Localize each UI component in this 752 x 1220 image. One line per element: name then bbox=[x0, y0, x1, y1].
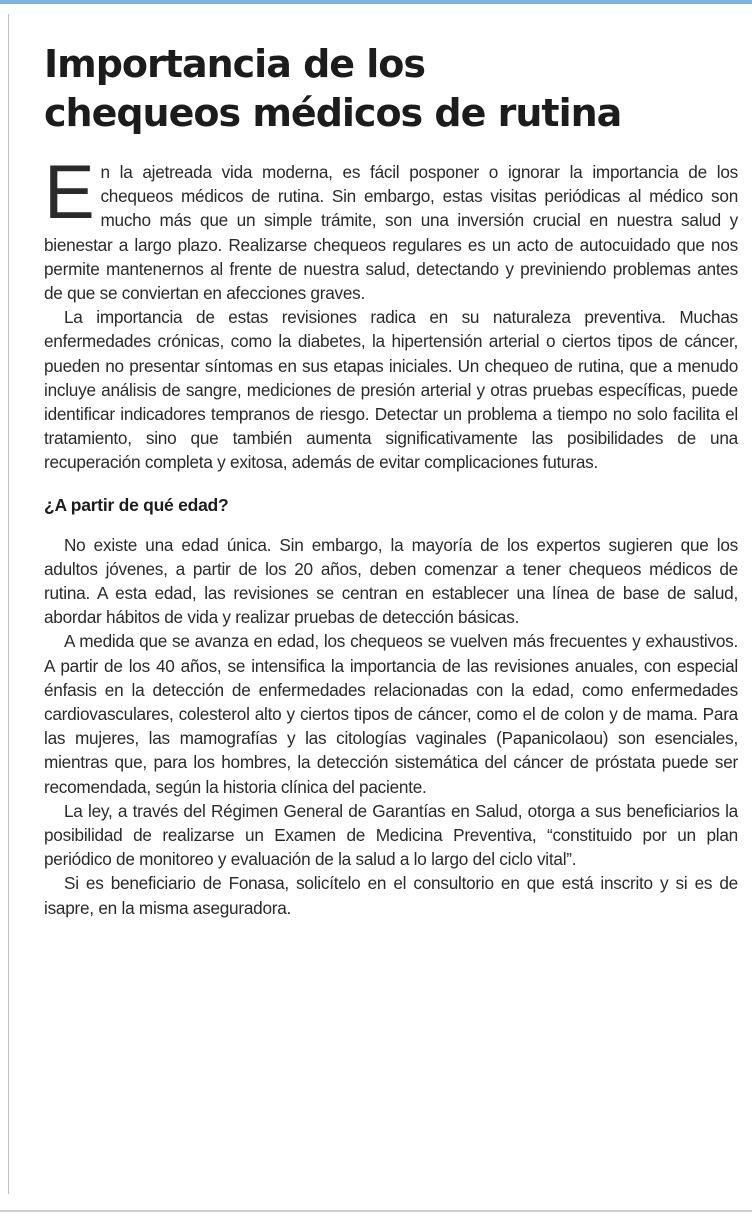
paragraph-6: Si es beneficiario de Fonasa, solicítelo en el consultorio en que está inscrito y si es de isapre, en la misma aseguradora. bbox=[44, 873, 738, 918]
paragraph-1-text: n la ajetreada vida moderna, es fácil posponer o ignorar la importancia de los chequeos médicos de rutina. Sin embargo, estas visitas periódicas al médico son mucho más que un simple trámite, son una inversión crucial en nuestra salud y bienestar a largo plazo. Realizarse chequeos regulares es un acto de autocuidado que nos permite mantenernos al frente de nuestra salud, detectando y previniendo problemas antes de que se conviertan en afecciones graves. bbox=[44, 162, 738, 304]
column-rule bbox=[8, 14, 9, 1194]
top-rule bbox=[0, 0, 752, 4]
paragraph-5: La ley, a través del Régimen General de Garantías en Salud, otorga a sus beneficiarios la posibilidad de realizarse un Examen de Medicina Preventiva, “constituido por un plan periódico de monitoreo y evaluación de la salud a lo largo del ciclo vital”. bbox=[44, 800, 738, 870]
headline bbox=[44, 40, 738, 138]
paragraph-1 bbox=[44, 150, 738, 305]
paragraph-2: La importancia de estas revisiones radica en su naturaleza preventiva. Muchas enfermedades crónicas, como la diabetes, la hipertensión arterial o ciertos tipos de cáncer, pueden no presentar síntomas en sus etapas iniciales. Un chequeo de rutina, que a menudo incluye análisis de sangre, mediciones de presión arterial y otras pruebas específicas, puede identificar indicadores tempranos de riesgo. Detectar un problema a tiempo no solo facilita el tratamiento, sino que también aumenta significativamente las posibilidades de una recuperación completa y exitosa, además de evitar complicaciones futuras. bbox=[44, 307, 738, 473]
paragraph-3: No existe una edad única. Sin embargo, la mayoría de los expertos sugieren que los adultos jóvenes, a partir de los 20 años, deben comenzar a tener chequeos médicos de rutina. A esta edad, las revisiones se centran en establecer una línea de base de salud, abordar hábitos de vida y realizar pruebas de detección básicas. bbox=[44, 534, 738, 628]
paragraph-4: A medida que se avanza en edad, los chequeos se vuelven más frecuentes y exhaustivos. A partir de los 40 años, se intensifica la importancia de las revisiones anuales, con especial énfasis en la detección de enfermedades relacionadas con la edad, como enfermedades cardiovasculares, colesterol alto y ciertos tipos de cáncer, como el de colon y de mama. Para las mujeres, las mamografías y las citologías vaginales (Papanicolaou) son esenciales, mientras que, para los hombres, la detección sistemática del cáncer de próstata puede ser recomendada, según la historia clínica del paciente. bbox=[44, 631, 738, 797]
article-body bbox=[44, 150, 738, 920]
headline-line-2: chequeos médicos de rutina bbox=[44, 91, 622, 135]
drop-cap: E bbox=[44, 150, 95, 235]
subheading: ¿A partir de qué edad? bbox=[44, 494, 229, 515]
bottom-rule bbox=[0, 1210, 752, 1212]
article bbox=[44, 40, 738, 920]
headline-line-1: Importancia de los bbox=[44, 42, 426, 86]
